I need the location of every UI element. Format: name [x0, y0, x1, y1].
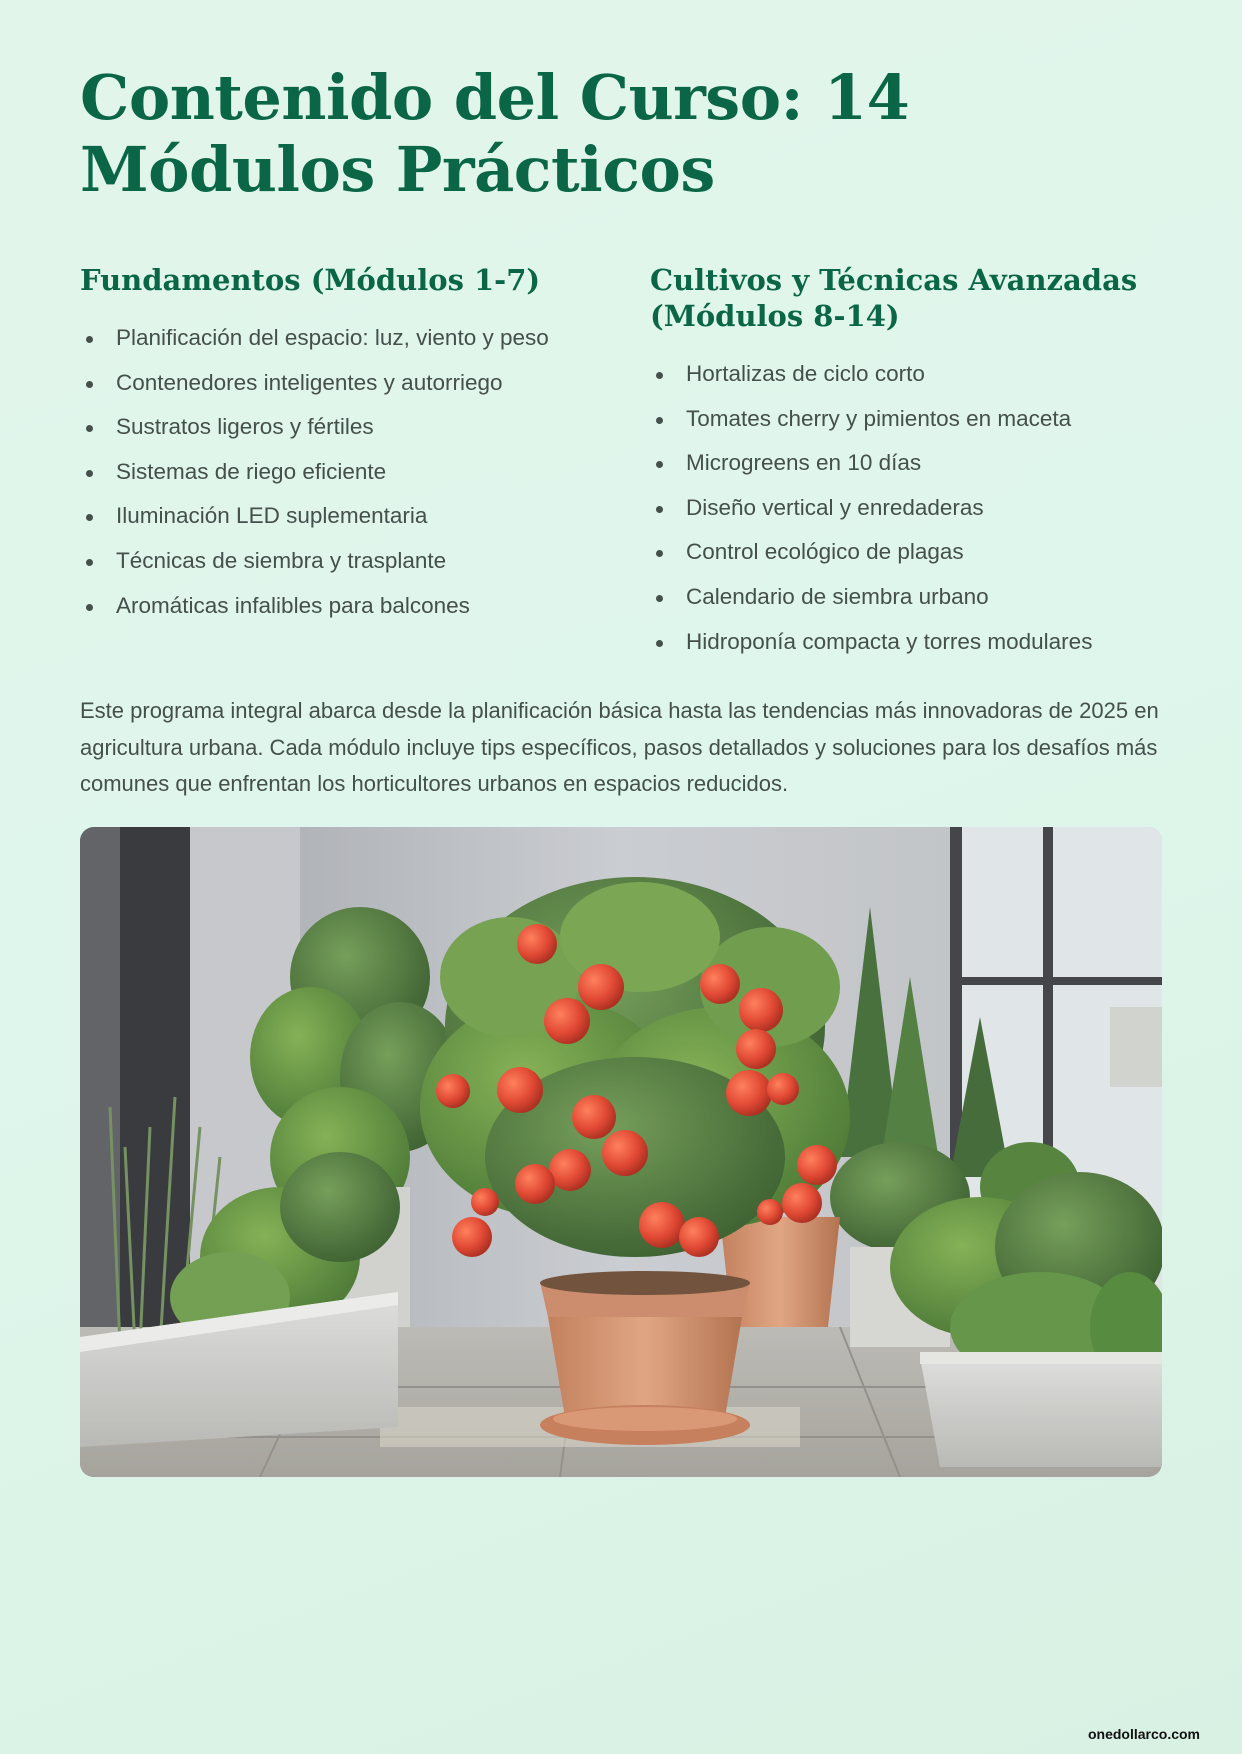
balcony-garden-illustration	[80, 827, 1162, 1477]
fundamentals-column	[80, 262, 620, 628]
intro-paragraph: Este programa integral abarca desde la planificación básica hasta las tendencias más innovadoras de 2025 en agricultura urbana. Cada módulo incluye tips específicos, pasos detallados y soluciones para los desafíos más comunes que enfrentan los horticultores urbanos en espacios reducidos.	[80, 698, 1159, 796]
list-item: Técnicas de siembra y trasplante	[80, 539, 620, 584]
list-item: Hortalizas de ciclo corto	[650, 352, 1190, 397]
list-item: Tomates cherry y pimientos en maceta	[650, 397, 1190, 442]
list-item: Sistemas de riego eficiente	[80, 450, 620, 495]
advanced-column	[650, 262, 1190, 664]
footer-brand: onedollarco.com	[1087, 1726, 1200, 1742]
list-item: Hidroponía compacta y torres modulares	[650, 620, 1190, 665]
list-item: Diseño vertical y enredaderas	[650, 486, 1190, 531]
list-item: Aromáticas infalibles para balcones	[80, 584, 620, 629]
list-item: Sustratos ligeros y fértiles	[80, 405, 620, 450]
balcony-garden-photo	[80, 827, 1162, 1477]
fundamentals-list	[80, 316, 620, 628]
advanced-list	[650, 352, 1190, 664]
advanced-heading: Cultivos y Técnicas Avanzadas (Módulos 8-14)	[650, 263, 1138, 333]
list-item: Calendario de siembra urbano	[650, 575, 1190, 620]
list-item: Contenedores inteligentes y autorriego	[80, 361, 620, 406]
list-item: Iluminación LED suplementaria	[80, 494, 620, 539]
page-title: Contenido del Curso: 14 Módulos Prácticos	[80, 61, 910, 206]
list-item: Control ecológico de plagas	[650, 530, 1190, 575]
list-item: Planificación del espacio: luz, viento y peso	[80, 316, 620, 361]
list-item: Microgreens en 10 días	[650, 441, 1190, 486]
fundamentals-heading: Fundamentos (Módulos 1-7)	[80, 263, 541, 297]
